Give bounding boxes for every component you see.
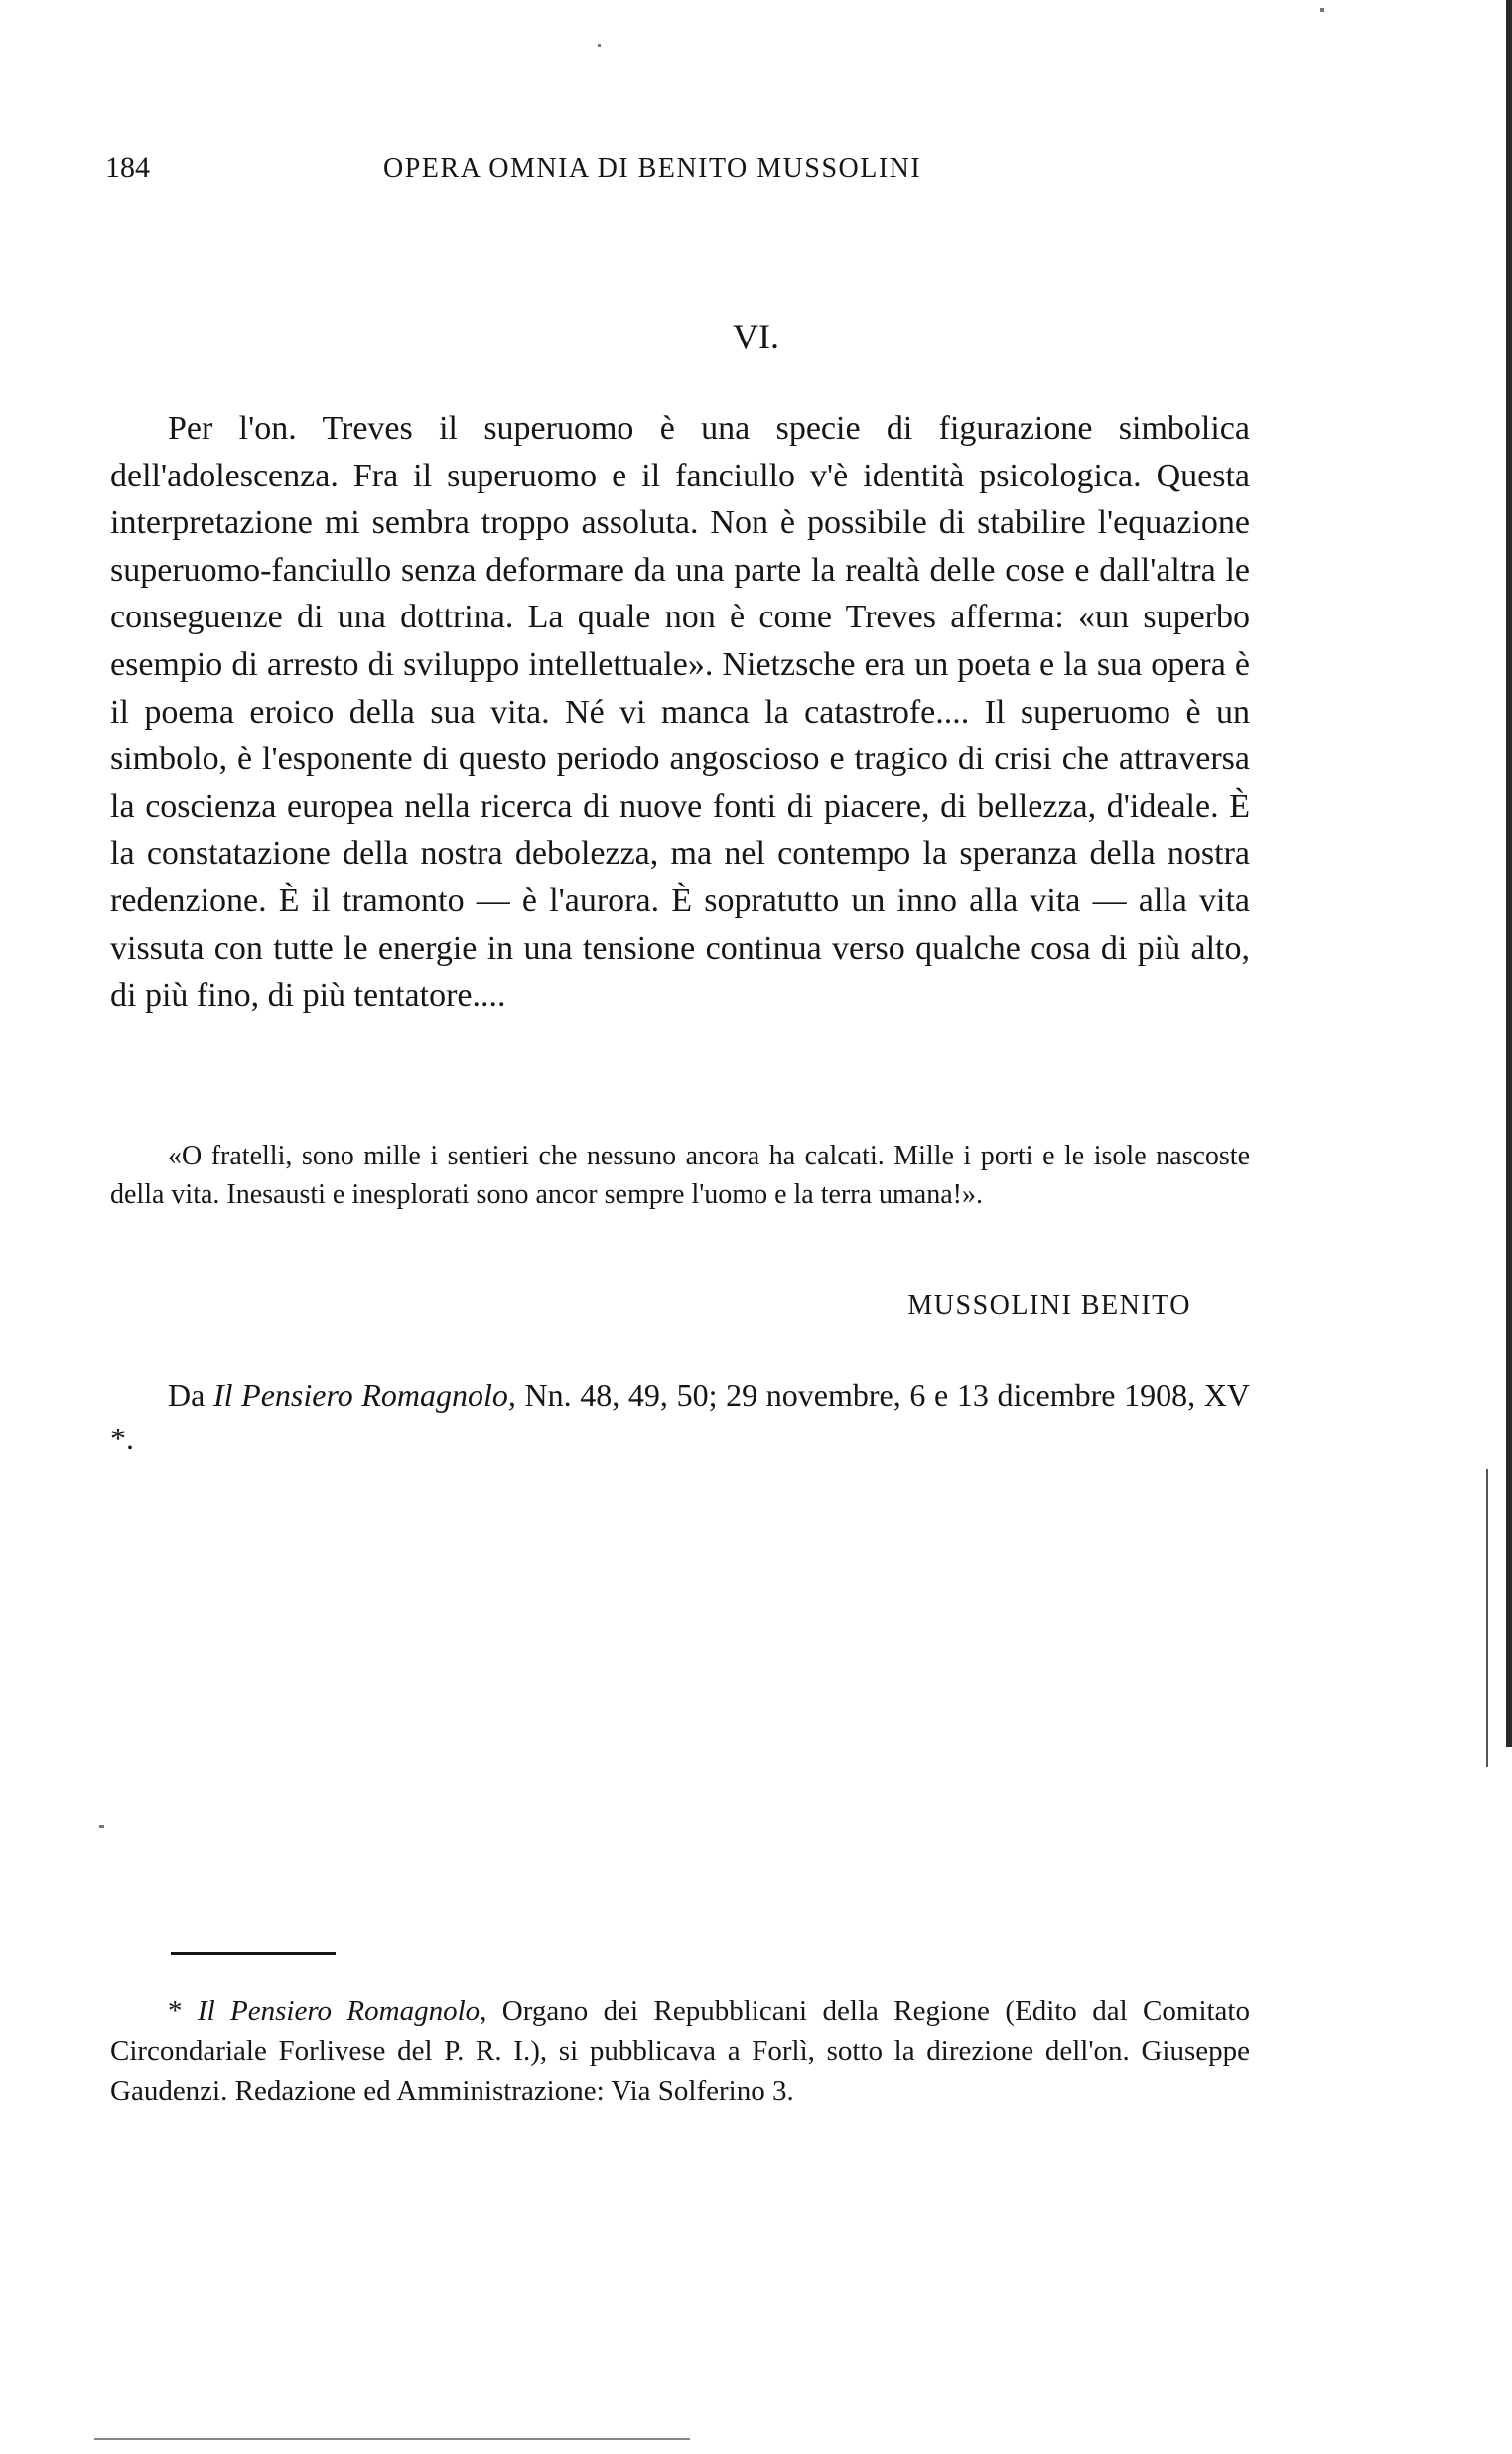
page-number: 184 xyxy=(105,151,150,184)
author-signature: MUSSOLINI BENITO xyxy=(907,1291,1191,1321)
footnote-separator xyxy=(171,1952,336,1955)
page-edge-shadow xyxy=(1506,0,1512,1747)
running-head: OPERA OMNIA DI BENITO MUSSOLINI xyxy=(383,153,922,184)
footnote-marker: * xyxy=(168,1995,198,2027)
scan-speck xyxy=(99,1825,104,1828)
footnote-publication-title: Il Pensiero Romagnolo, xyxy=(197,1995,487,2027)
nietzsche-quote xyxy=(110,1137,1250,1214)
footnote xyxy=(110,1991,1250,2111)
scan-speck xyxy=(1320,8,1324,12)
source-citation xyxy=(110,1373,1250,1460)
scan-artifact-line xyxy=(1486,1469,1488,1767)
footnote-text: Organo dei Repubblicani della Regione (Edito dal Comitato Circondariale Forlivese del P. R. I.), si pubblicava a Forlì, sotto la direzione dell'on. Giuseppe Gaudenzi. Redazione ed Amministrazione: Via Solferino 3. xyxy=(110,1995,1250,2107)
scan-speck xyxy=(598,44,601,47)
body-paragraph-text: Per l'on. Treves il superuomo è una specie di figurazione simbolica dell'adolescenza. Fra il superuomo e il fanciullo v'è identità psicologica. Questa interpretazione mi sembra troppo assoluta. Non è possibile di stabilire l'equazione superuomo-fanciullo senza deformare da una parte la realtà delle cose e dall'altra le conseguenze di una dottrina. La quale non è come Treves afferma: «un superbo esempio di arresto di sviluppo intellettuale». Nietzsche era un poeta e la sua opera è il poema eroico della sua vita. Né vi manca la catastrofe.... Il superuomo è un simbolo, è l'esponente di questo periodo angoscioso e tragico di crisi che attraversa la coscienza europea nella ricerca di nuove fonti di piacere, di bellezza, d'ideale. È la constatazione della nostra debolezza, ma nel contempo la speranza della nostra redenzione. È il tramonto — è l'aurora. È sopratutto un inno alla vita — alla vita vissuta con tutte le energie in una tensione continua verso qualche cosa di più alto, di più fino, di più tentatore.... xyxy=(110,410,1250,1015)
body-paragraph xyxy=(110,405,1250,1020)
source-publication-title: Il Pensiero Romagnolo, xyxy=(212,1377,516,1413)
scan-underline-artifact xyxy=(94,2438,690,2440)
page-header xyxy=(105,151,1118,191)
source-prefix: Da xyxy=(168,1377,213,1413)
section-title: VI. xyxy=(733,317,779,356)
source-details: Nn. 48, 49, 50; 29 novembre, 6 e 13 dicembre 1908, XV *. xyxy=(110,1377,1250,1456)
quote-text: «O fratelli, sono mille i sentieri che nessuno ancora ha calcati. Mille i porti e le isole nascoste della vita. Inesausti e inesplorati sono ancor sempre l'uomo e la terra umana!». xyxy=(110,1141,1250,1210)
